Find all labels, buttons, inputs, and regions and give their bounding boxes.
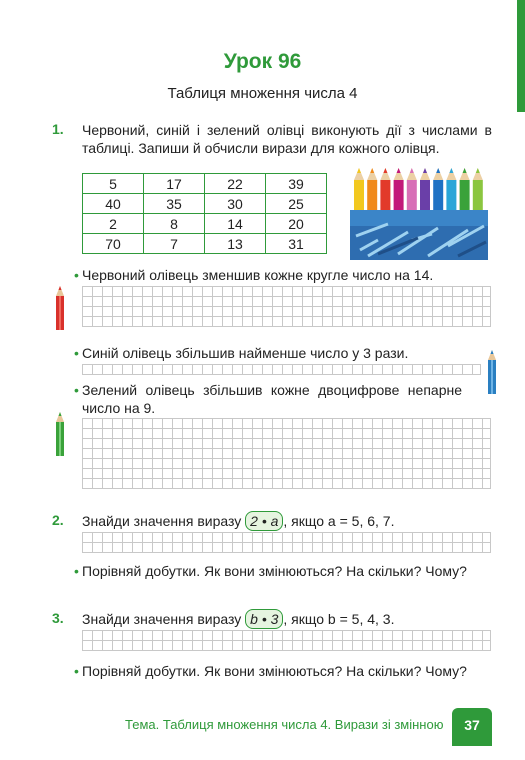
table-row (83, 174, 327, 194)
table-cell: 39 (266, 174, 327, 194)
table-cell: 2 (83, 214, 144, 234)
table-cell: 30 (205, 194, 266, 214)
answer-grid-green[interactable] (82, 418, 491, 489)
table-cell: 40 (83, 194, 144, 214)
box-pencil (433, 180, 443, 212)
table-cell: 14 (205, 214, 266, 234)
answer-grid-blue[interactable] (82, 364, 481, 375)
table-row (83, 214, 327, 234)
box-pencil-lead (397, 168, 401, 173)
answer-grid-red[interactable] (82, 286, 491, 327)
task1-text: Червоний, синій і зелений олівці виконують дії з числами в таблиці. Запиши й обчисли вирази для кожного олівця. (82, 122, 492, 156)
table-cell: 20 (266, 214, 327, 234)
task3-text (82, 609, 492, 629)
table-row (83, 194, 327, 214)
task1-bullet-blue: • Синій олівець збільшив найменше число у 3 рази. (82, 344, 492, 362)
box-pencil (446, 180, 456, 212)
task2-expression: 2 • a (245, 511, 283, 531)
box-pencil (394, 180, 404, 212)
box-pencil-lead (410, 168, 414, 173)
table-cell: 25 (266, 194, 327, 214)
lesson-subtitle: Таблиця множення числа 4 (167, 85, 358, 102)
green-pencil-icon (54, 412, 66, 456)
task3-number: 3. (52, 610, 64, 626)
table-cell: 17 (144, 174, 205, 194)
table-row (83, 234, 327, 254)
box-pencil-lead (423, 168, 427, 173)
page-number: 37 (452, 708, 492, 746)
footer-topic: Тема. Таблиця множення числа 4. Вирази зі змінною (125, 717, 444, 732)
table-cell: 22 (205, 174, 266, 194)
task3-text-after: , якщо b = 5, 4, 3. (283, 611, 395, 627)
table-cell: 7 (144, 234, 205, 254)
box-pencil (460, 180, 470, 212)
blue-pencil-icon (486, 350, 498, 394)
task2-bullet: • Порівняй добутки. Як вони змінюються? На скільки? Чому? (82, 562, 492, 580)
task3-expression: b • 3 (245, 609, 283, 629)
box-pencil-lead (449, 168, 453, 173)
box-pencil-lead (383, 168, 387, 173)
box-pencil (380, 180, 390, 212)
box-pencil (354, 180, 364, 212)
task1-bullet-red: • Червоний олівець зменшив кожне кругле число на 14. (82, 266, 492, 284)
table-cell: 35 (144, 194, 205, 214)
task2-number: 2. (52, 512, 64, 528)
task3-text-before: Знайди значення виразу (82, 611, 242, 627)
box-pencil (367, 180, 377, 212)
box-pencil (407, 180, 417, 212)
box-pencil-lead (370, 168, 374, 173)
table-cell: 70 (83, 234, 144, 254)
box-pencil (420, 180, 430, 212)
box-pencil (473, 180, 483, 212)
box-pencil-lead (357, 168, 361, 173)
table-cell: 13 (205, 234, 266, 254)
lesson-title: Урок 96 (223, 50, 302, 73)
numbers-table (82, 173, 327, 254)
task2-text (82, 511, 492, 531)
task3-bullet: • Порівняй добутки. Як вони змінюються? На скільки? Чому? (82, 662, 492, 680)
pencil-box-illustration (348, 166, 490, 262)
table-cell: 5 (83, 174, 144, 194)
answer-grid-task3[interactable] (82, 630, 491, 651)
table-cell: 31 (266, 234, 327, 254)
task2-text-after: , якщо a = 5, 6, 7. (283, 513, 395, 529)
box-pencil-lead (463, 168, 467, 173)
box-pencil-lead (436, 168, 440, 173)
task1-bullet-green: • Зелений олівець збільшив кожне двоцифрове непарне число на 9. (82, 381, 462, 417)
task1-number: 1. (52, 121, 64, 137)
answer-grid-task2[interactable] (82, 532, 491, 553)
table-cell: 8 (144, 214, 205, 234)
box-pencil-lead (476, 168, 480, 173)
red-pencil-icon (54, 286, 66, 330)
task2-text-before: Знайди значення виразу (82, 513, 242, 529)
